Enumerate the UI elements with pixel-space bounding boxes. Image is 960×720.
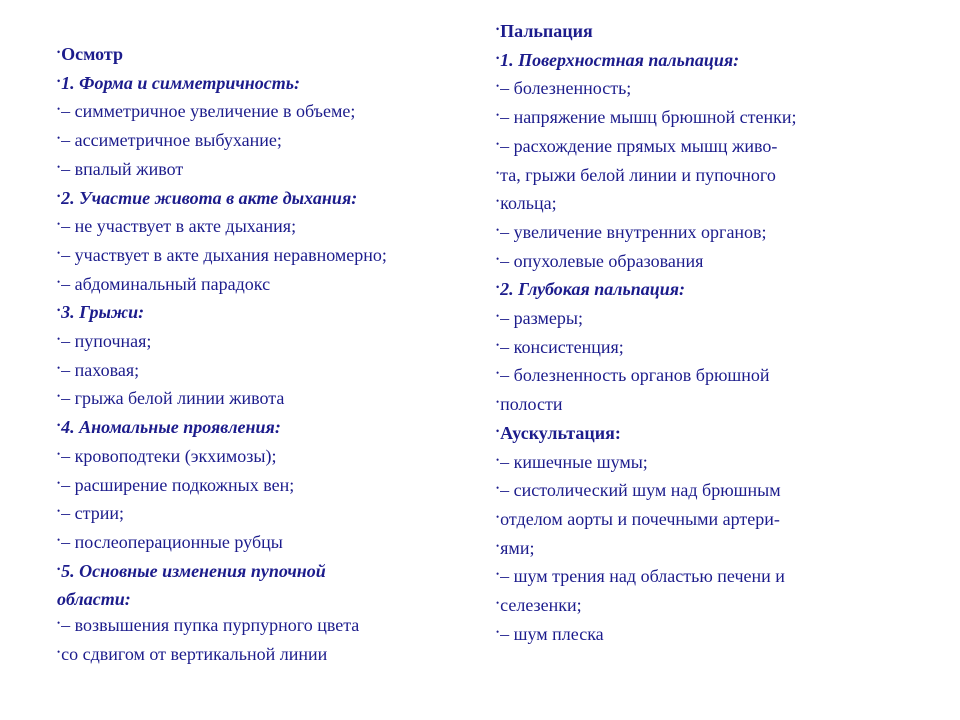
bullet-icon: • (496, 224, 500, 235)
list-item-text: – систолический шум над брюшным (500, 480, 781, 501)
bullet-icon: • (57, 133, 61, 144)
list-item-text: – симметричное увеличение в объеме; (61, 101, 356, 122)
list-item-text: – шум трения над областью печени и (500, 566, 785, 587)
list-item-text: кольца; (500, 193, 557, 214)
list-item-text: – болезненность органов брюшной (500, 365, 770, 386)
list-item (496, 220, 936, 249)
list-item (57, 358, 457, 387)
list-item (496, 249, 936, 278)
list-item-text: – послеоперационные рубцы (61, 531, 283, 552)
section-heading (57, 186, 457, 215)
bullet-icon: • (496, 196, 500, 207)
list-item-text: – пупочная; (61, 331, 152, 352)
list-item (57, 386, 457, 415)
list-item-text: 3. Грыжи: (61, 302, 145, 323)
list-item (496, 335, 936, 364)
list-item (57, 642, 457, 671)
list-item-text: – болезненность; (500, 78, 632, 99)
list-item-text: – увеличение внутренних органов; (500, 221, 767, 242)
bullet-icon: • (57, 448, 61, 459)
list-item-text: – абдоминальный парадокс (61, 273, 271, 294)
bullet-icon: • (496, 81, 500, 92)
list-item (496, 363, 936, 392)
bullet-icon: • (57, 305, 61, 316)
list-item (496, 306, 936, 335)
list-item-text: – грыжа белой линии живота (61, 388, 285, 409)
list-item (496, 76, 936, 105)
list-item-text: полости (500, 394, 563, 415)
bullet-icon: • (496, 52, 500, 63)
list-item-text: – напряжение мышц брюшной стенки; (500, 107, 797, 128)
bullet-icon: • (57, 534, 61, 545)
list-item (57, 157, 457, 186)
bullet-icon: • (496, 167, 500, 178)
list-item-text: Осмотр (61, 44, 124, 64)
left-column-osmotr (57, 42, 457, 670)
list-item-text: ями; (500, 537, 535, 558)
bullet-icon: • (57, 646, 61, 657)
bullet-icon: • (496, 483, 500, 494)
list-item (57, 99, 457, 128)
list-item-text: 2. Участие живота в акте дыхания: (61, 187, 358, 208)
bullet-icon: • (496, 626, 500, 637)
list-item (57, 329, 457, 358)
section-heading (57, 415, 457, 444)
list-item-text: – паховая; (61, 359, 140, 380)
right-column-palpatsiya (496, 19, 936, 650)
list-item (496, 536, 936, 565)
section-heading (496, 421, 936, 450)
bullet-icon: • (496, 511, 500, 522)
list-item-text: – консистенция; (500, 336, 624, 357)
bullet-icon: • (496, 598, 500, 609)
list-item-text: 2. Глубокая пальпация: (500, 279, 686, 300)
list-item-text: 5. Основные изменения пупочной (61, 560, 326, 581)
list-item-text: – ассиметричное выбухание; (61, 130, 282, 151)
bullet-icon: • (57, 362, 61, 373)
list-item-text: – расхождение прямых мышц живо- (500, 135, 778, 156)
bullet-icon: • (57, 334, 61, 345)
list-item (496, 507, 936, 536)
section-heading (496, 277, 936, 306)
list-item-text: – размеры; (500, 308, 583, 329)
list-item (496, 191, 936, 220)
bullet-icon: • (496, 368, 500, 379)
list-item-text: – не участвует в акте дыхания; (61, 216, 297, 237)
list-item (496, 622, 936, 651)
bullet-icon: • (57, 104, 61, 115)
bullet-icon: • (57, 391, 61, 402)
bullet-icon: • (57, 420, 61, 431)
list-item-text: – кровоподтеки (экхимозы); (61, 445, 277, 466)
bullet-icon: • (496, 454, 500, 465)
bullet-icon: • (57, 219, 61, 230)
bullet-icon: • (496, 569, 500, 580)
section-heading (57, 42, 457, 71)
bullet-icon: • (57, 190, 61, 201)
list-item-text: – возвышения пупка пурпурного цвета (61, 615, 360, 636)
section-heading (57, 587, 457, 613)
list-item (57, 473, 457, 502)
list-item (57, 272, 457, 301)
bullet-icon: • (496, 110, 500, 121)
list-item (57, 444, 457, 473)
list-item-text: – шум плеска (500, 623, 604, 644)
bullet-icon: • (496, 397, 500, 408)
bullet-icon: • (496, 253, 500, 264)
bullet-icon: • (496, 339, 500, 350)
list-item-text: 1. Форма и симметричность: (61, 72, 300, 93)
bullet-icon: • (57, 276, 61, 287)
list-item (496, 392, 936, 421)
section-heading (496, 19, 936, 48)
section-heading (57, 71, 457, 100)
list-item (496, 105, 936, 134)
list-item-text: 4. Аномальные проявления: (61, 417, 281, 438)
list-item (496, 564, 936, 593)
list-item-text: – кишечные шумы; (500, 451, 648, 472)
bullet-icon: • (57, 47, 61, 57)
bullet-icon: • (57, 477, 61, 488)
bullet-icon: • (496, 311, 500, 322)
section-heading (57, 300, 457, 329)
list-item (496, 134, 936, 163)
list-item-text: Пальпация (500, 21, 593, 41)
bullet-icon: • (496, 138, 500, 149)
bullet-icon: • (57, 247, 61, 258)
list-item (57, 530, 457, 559)
bullet-icon: • (496, 282, 500, 293)
list-item (57, 613, 457, 642)
list-item-text: селезенки; (500, 595, 582, 616)
section-heading (496, 48, 936, 77)
list-item (496, 450, 936, 479)
list-item (496, 593, 936, 622)
list-item (57, 501, 457, 530)
list-item-text: Аускультация: (500, 422, 621, 443)
bullet-icon: • (57, 506, 61, 517)
bullet-icon: • (57, 75, 61, 86)
list-item-text: отделом аорты и почечными артери- (500, 508, 780, 529)
bullet-icon: • (57, 618, 61, 629)
list-item (57, 214, 457, 243)
list-item (496, 163, 936, 192)
list-item (57, 243, 457, 272)
list-item-text: та, грыжи белой линии и пупочного (500, 164, 776, 185)
list-item-text: со сдвигом от вертикальной линии (61, 643, 328, 664)
bullet-icon: • (57, 563, 61, 574)
list-item-text: – участвует в акте дыхания неравномерно; (61, 244, 387, 265)
section-heading (57, 559, 457, 588)
list-item-text: – расширение подкожных вен; (61, 474, 295, 495)
bullet-icon: • (496, 425, 500, 436)
list-item (57, 128, 457, 157)
bullet-icon: • (496, 540, 500, 551)
list-item-text: – впалый живот (61, 158, 184, 179)
bullet-icon: • (496, 24, 500, 34)
bullet-icon: • (57, 161, 61, 172)
list-item (496, 478, 936, 507)
list-item-text: – стрии; (61, 503, 124, 524)
list-item-text: области: (57, 589, 131, 610)
list-item-text: – опухолевые образования (500, 250, 704, 271)
list-item-text: 1. Поверхностная пальпация: (500, 49, 740, 70)
